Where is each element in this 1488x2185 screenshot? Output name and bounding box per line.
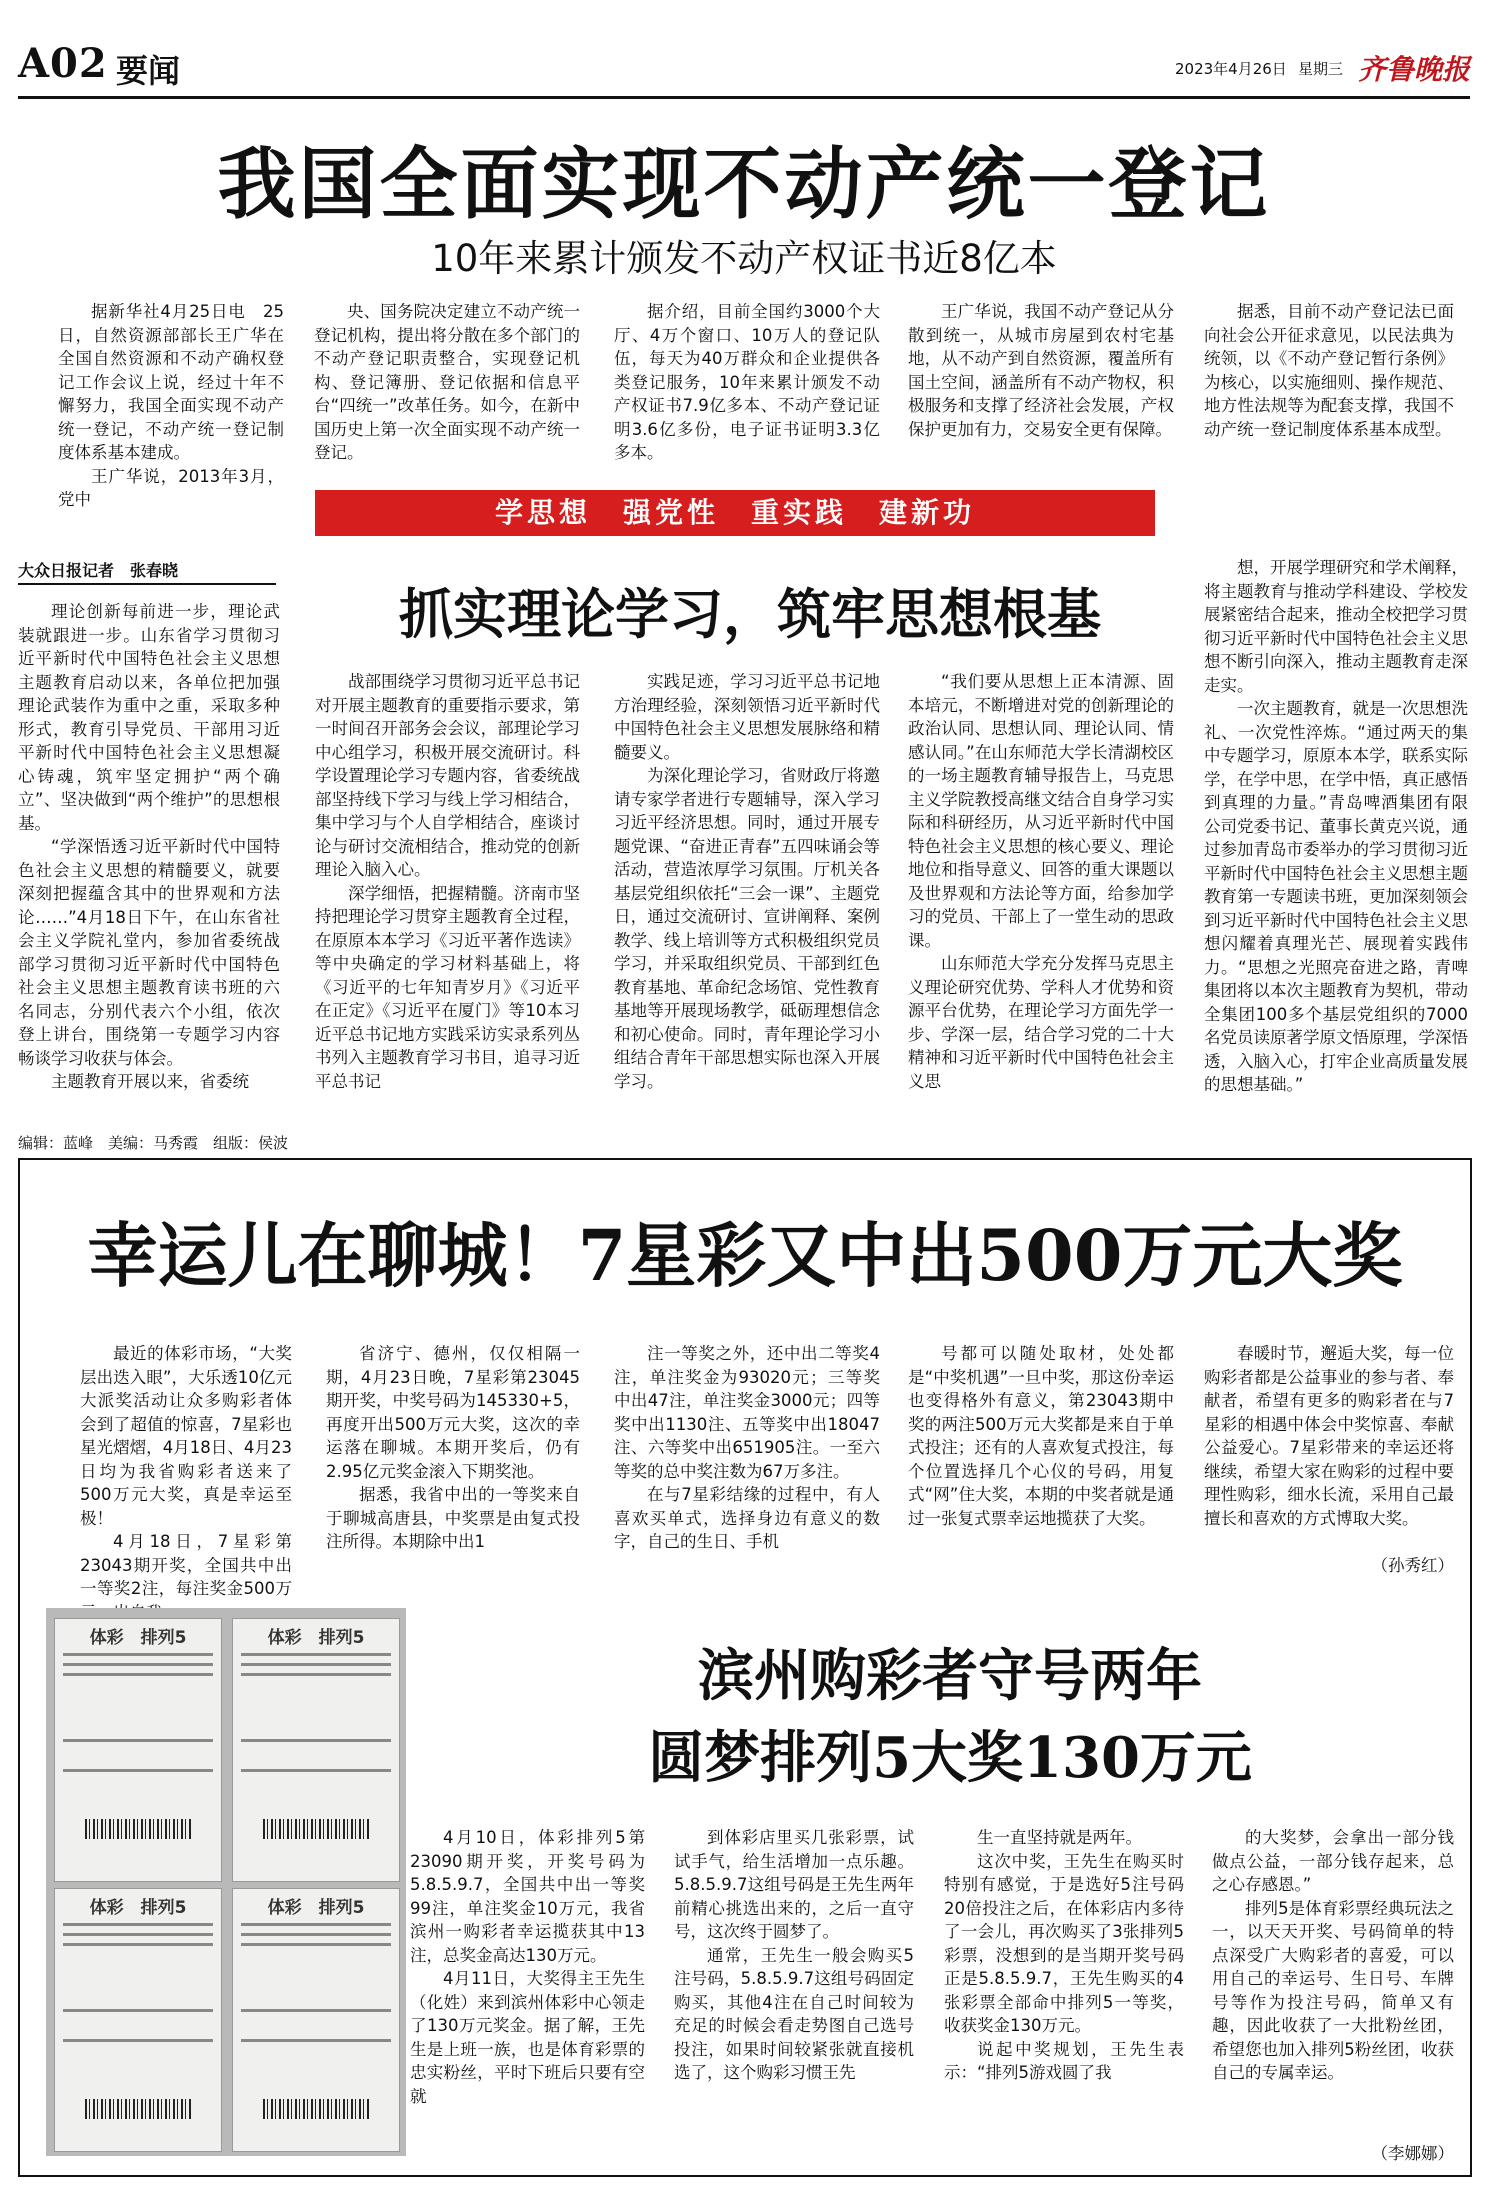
page-number: A02: [18, 40, 108, 87]
ticket-title: 体彩 排列5: [89, 1898, 187, 1918]
paragraph: 生一直坚持就是两年。: [977, 1828, 1142, 1847]
paragraph: 据悉，我省中出的一等奖来自于聊城高唐县，中奖票是由复式投注所得。本期除中出1: [326, 1485, 580, 1551]
paragraph: “学深悟透习近平新时代中国特色社会主义思想的精髓要义，就要深刻把握蕴含其中的世界观和方法论……”4月18日下午，在山东省社会主义学院礼堂内，参加省委统战部学习贯彻习近平新时代中国特色社会主义思想主题教育读书班的六名同志，分别代表六个小组，依次登上讲台，围绕第一专题学习内容畅谈学习收获与体会。: [18, 837, 280, 1068]
story2-col-3: [614, 670, 880, 1110]
paragraph: 主题教育开展以来，省委统: [51, 1072, 249, 1091]
paragraph: 的大奖梦，会拿出一部分钱做点公益，一部分钱存起来，总之心存感恩。”: [1212, 1828, 1454, 1894]
theme-banner: 学思想 强党性 重实践 建新功: [315, 490, 1155, 536]
masthead-logo: 齐鲁晚报: [1358, 53, 1471, 86]
paragraph: 央、国务院决定建立不动产统一登记机构，提出将分散在多个部门的不动产登记职责整合，实现登记机构、登记簿册、登记依据和信息平台“四统一”改革任务。如今，在新中国历史上第一次全面实现不动产统一登记。: [314, 302, 580, 462]
paragraph: 王广华说，2013年3月，党中: [58, 466, 284, 509]
story1-col-1: [58, 300, 284, 509]
paragraph: 春暖时节，邂逅大奖，每一位购彩者都是公益事业的参与者、奉献者，希望有更多的购彩者在与7星彩的相遇中体会中奖惊喜、奉献公益爱心。7星彩带来的幸运还将继续，希望大家在购彩的过程中要理性购彩，细水长流，采用自己最擅长和喜欢的方式博取大奖。: [1204, 1344, 1454, 1528]
paragraph: 一次主题教育，就是一次思想洗礼、一次党性淬炼。“通过两天的集中专题学习，原原本本学，联系实际学，在学中思，在学中悟，真正感悟到真理的力量。”青岛啤酒集团有限公司党委书记、董事长黄克兴说，通过参加青岛市委举办的学习贯彻习近平新时代中国特色社会主义思想主题教育第一专题读书班，更加深刻领会到习近平新时代中国特色社会主义思想闪耀着真理光芒、展现着实践伟力。“思想之光照亮奋进之路，青啤集团将以本次主题教育为契机，带动全集团100多个基层党组织的7000名党员读原著学原文悟原理，学深悟透，入脑入心，打牢企业高质量发展的思想基础。”: [1204, 699, 1468, 1094]
story3-col-4: [908, 1342, 1174, 1577]
paragraph: “我们要从思想上正本清源、固本培元，不断增进对党的创新理论的政治认同、思想认同、理论认同、情感认同。”在山东师范大学长清湖校区的一场主题教育辅导报告上，马克思主义学院教授高继文结合自身学习实际和科研经历，从习近平新时代中国特色社会主义思想的核心要义、理论地位和指导意义、回答的重大课题以及世界观和方法论等方面，给参加学习的党员、干部上了一堂生动的思政课。: [908, 672, 1174, 950]
ticket-title: 体彩 排列5: [89, 1628, 187, 1648]
paragraph: 通常，王先生一般会购买5注号码，5.8.5.9.7这组号码固定购买，其他4注在自己时间较为充足的时候会看走势图自己选号投注，如果时间较紧张就直接机选了，这个购彩习惯王先: [674, 1945, 914, 2082]
story1-headline: 我国全面实现不动产统一登记: [217, 139, 1271, 230]
ticket-image: [232, 1618, 400, 1882]
story2-col-5: [1204, 556, 1468, 1110]
paragraph: 据悉，目前不动产登记法已面向社会公开征求意见，以民法典为统领，以《不动产登记暂行条例》为核心，以实施细则、操作规范、地方性法规等为配套支撑，我国不动产统一登记制度体系基本成型。: [1204, 302, 1454, 439]
story3-col-3: [614, 1342, 880, 1577]
ticket-title: 体彩 排列5: [267, 1898, 365, 1918]
story2-col-4: [908, 670, 1174, 1110]
paragraph: 深学细悟，把握精髓。济南市坚持把理论学习贯穿主题教育全过程，在原原本本学习《习近平著作选读》等中央确定的学习材料基础上，将《习近平的七年知青岁月》《习近平在正定》《习近平在厦门》等10本习近平总书记地方实践采访实录系列丛书列入主题教育学习书目，追寻习近平总书记: [315, 883, 580, 1091]
ticket-image: [232, 1888, 400, 2152]
paragraph: 在与7星彩结缘的过程中，有人喜欢买单式，选择身边有意义的数字，自己的生日、手机: [614, 1485, 880, 1551]
paragraph: 据新华社4月25日电 25日，自然资源部部长王广华在全国自然资源和不动产确权登记工作会议上说，经过十年不懈努力，我国全面实现不动产统一登记，不动产统一登记制度体系基本建成。: [58, 302, 284, 462]
story4-col-3: [944, 1826, 1184, 2156]
paragraph: 说起中奖规划，王先生表示：“排列5游戏圆了我: [944, 2039, 1184, 2082]
story4-author: （李娜娜）: [1371, 2144, 1454, 2163]
ticket-image: [54, 1888, 222, 2152]
paragraph: 这次中奖，王先生在购买时特别有感觉，于是选好5注号码20倍投注之后，在体彩店内多待了一会儿，再次购买了3张排列5彩票，没想到的是当期开奖号码正是5.8.5.9.7，王先生购买的4张彩票全部命中排列5一等奖，收获奖金130万元。: [944, 1851, 1184, 2035]
story1-col-4: [908, 300, 1174, 470]
story3-col-2: [326, 1342, 580, 1577]
story4-col-4: [1212, 1826, 1454, 2142]
story3-author: （孙秀红）: [1371, 1556, 1454, 1575]
story3-col-5: [1204, 1342, 1454, 1552]
ticket-image: [54, 1618, 222, 1882]
story3-col-1: [80, 1342, 292, 1598]
lottery-tickets-photo: [46, 1608, 406, 2156]
story2-col-2: [315, 670, 580, 1110]
story2-col-1: [18, 600, 280, 1100]
story1-subhead: 10年来累计颁发不动产权证书近8亿本: [431, 237, 1057, 280]
paragraph: 4月10日，体彩排列5第23090期开奖，开奖号码为5.8.5.9.7，全国共中出一等奖99注，单注奖金10万元，我省滨州一购彩者幸运揽获其中13注，总奖金高达130万元。: [410, 1828, 645, 1965]
issue-date: 2023年4月26日: [1175, 60, 1287, 78]
paragraph: 想，开展学理研究和学术阐释，将主题教育与推动学科建设、学校发展紧密结合起来，推动全校把学习贯彻习近平新时代中国特色社会主义思想不断引向深入，推动主题教育走深走实。: [1204, 558, 1468, 695]
paragraph: 战部围绕学习贯彻习近平总书记对开展主题教育的重要指示要求，第一时间召开部务会会议，部理论学习中心组学习，积极开展交流研讨。科学设置理论学习专题内容，省委统战部坚持线下学习与线上学习相结合，集中学习与个人自学相结合，座谈讨论与研讨交流相结合，推动党的创新理论入脑入心。: [315, 672, 580, 879]
paragraph: 王广华说，我国不动产登记从分散到统一，从城市房屋到农村宅基地，从不动产到自然资源，覆盖所有国土空间，涵盖所有不动产物权，积极服务和支撑了经济社会发展，产权保护更加有力，交易安全更有保障。: [908, 302, 1174, 439]
paragraph: 省济宁、德州，仅仅相隔一期，4月23日晚，7星彩第23045期开奖，中奖号码为145330+5，再度开出500万元大奖，这次的幸运落在聊城。本期开奖后，仍有2.95亿元奖金滚入下期奖池。: [326, 1344, 580, 1481]
ticket-title: 体彩 排列5: [267, 1628, 365, 1648]
story1-col-2: [314, 300, 580, 470]
editors-credit: 编辑：蓝峰 美编：马秀霞 组版：侯波: [18, 1134, 289, 1152]
story4-headline-line2: 圆梦排列5大奖130万元: [648, 1725, 1252, 1791]
paragraph: 山东师范大学充分发挥马克思主义理论研究优势、学科人才优势和资源平台优势，在理论学习方面先学一步、学深一层，结合学习党的二十大精神和习近平新时代中国特色社会主义思: [908, 954, 1174, 1091]
paragraph: 到体彩店里买几张彩票，试试手气，给生活增加一点乐趣。5.8.5.9.7这组号码是王先生两年前精心挑选出来的，之后一直守号，这次终于圆梦了。: [674, 1828, 914, 1941]
paragraph: 理论创新每前进一步，理论武装就跟进一步。山东省学习贯彻习近平新时代中国特色社会主义思想主题教育启动以来，各单位把加强理论武装作为重中之重，采取多种形式，教育引导党员、干部用习近平新时代中国特色社会主义思想凝心铸魂，筑牢坚定拥护“两个确立”、坚决做到“两个维护”的思想根基。: [18, 602, 280, 833]
paragraph: 实践足迹，学习习近平总书记地方治理经验，深刻领悟习近平新时代中国特色社会主义思想发展脉络和精髓要义。: [614, 672, 880, 762]
header-rule: [18, 96, 1470, 99]
paragraph: 最近的体彩市场，“大奖层出迭入眼”，大乐透10亿元大派奖活动让众多购彩者体会到了超值的惊喜，7星彩也星光熠熠，4月18日、4月23日均为我省购彩者送来了500万元大奖，真是幸运至极！: [80, 1344, 292, 1528]
story3-headline: 幸运儿在聊城！7星彩又中出500万元大奖: [87, 1214, 1403, 1297]
paragraph: 排列5是体育彩票经典玩法之一，以天天开奖、号码简单的特点深受广大购彩者的喜爱，可以用自己的幸运号、生日号、车牌号等作为投注号码，简单又有趣，因此收获了一大批粉丝团，希望您也加入排列5粉丝团，收获自己的专属幸运。: [1212, 1898, 1454, 2082]
story4-col-1: [410, 1826, 645, 2156]
story1-col-5: [1204, 300, 1454, 470]
paragraph: 注一等奖之外，还中出二等奖4注，单注奖金为93020元；三等奖中出47注，单注奖金3000元；四等奖中出1130注、五等奖中出18047注、六等奖中出651905注。一至六等奖的总中奖注数为67万多注。: [614, 1344, 880, 1481]
paragraph: 据介绍，目前全国约3000个大厅、4万个窗口、10万人的登记队伍，每天为40万群众和企业提供各类登记服务，10年来累计颁发不动产权证书7.9亿多本、不动产登记证明3.6亿多份，电子证书证明3.3亿多本。: [614, 302, 880, 462]
paragraph: 为深化理论学习，省财政厅将邀请专家学者进行专题辅导，深入学习习近平经济思想。同时，通过开展专题党课、“奋进正青春”五四味诵会等活动，营造浓厚学习氛围。厅机关各基层党组织依托“三会一课”、主题党日，通过交流研讨、宣讲阐释、案例教学、线上培训等方式积极组织党员学习，并采取组织党员、干部到红色教育基地、革命纪念场馆、党性教育基地等开展现场教学，砥砺理想信念和初心使命。同时，青年理论学习小组结合青年干部思想实际也深入开展学习。: [614, 766, 880, 1091]
paragraph: 号都可以随处取材，处处都是“中奖机遇”一旦中奖，那这份幸运也变得格外有意义，第23043期中奖的两注500万元大奖都是来自于单式投注；还有的人喜欢复式投注，每个位置选择几个心仪的号码，用复式“网”住大奖，本期的中奖者就是通过一张复式票幸运地揽获了大奖。: [908, 1344, 1174, 1528]
story4-col-2: [674, 1826, 914, 2156]
section-name: 要闻: [116, 52, 181, 90]
paragraph: 4月18日，7星彩第23043期开奖，全国共中出一等奖2注，每注奖金500万: [80, 1532, 292, 1598]
story1-col-3: [614, 300, 880, 470]
story4-headline-line1: 滨州购彩者守号两年: [698, 1643, 1202, 1709]
story2-headline: 抓实理论学习，筑牢思想根基: [399, 582, 1101, 646]
story2-byline: 大众日报记者 张春晓: [18, 558, 276, 585]
paragraph: 4月11日，大奖得主王先生（化姓）来到滨州体彩中心领走了130万元奖金。据了解，王先生是上班一族，也是体育彩票的忠实粉丝，平时下班后只要有空就: [410, 1969, 645, 2106]
issue-weekday: 星期三: [1298, 60, 1344, 78]
